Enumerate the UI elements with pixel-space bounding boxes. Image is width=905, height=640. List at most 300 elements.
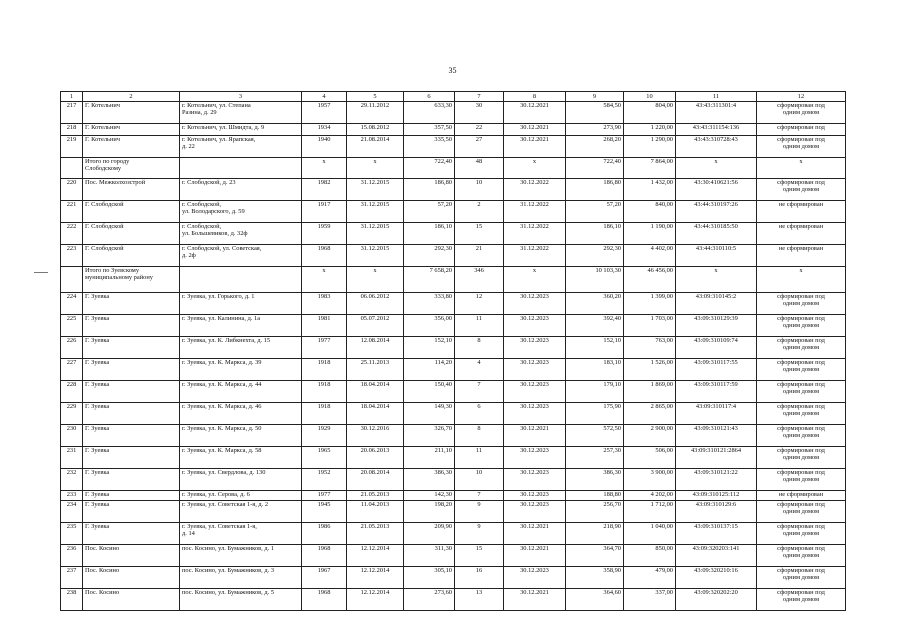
cell-build-year: 1983 xyxy=(302,293,347,315)
cell-resettlement-date: 30.12.2023 xyxy=(504,501,566,523)
cell-resettlement-date: 30.12.2023 xyxy=(504,315,566,337)
cell-settlement: Г. Слободской xyxy=(83,245,180,267)
table-row xyxy=(61,501,846,523)
cell-area: 149,30 xyxy=(404,403,455,425)
cell-resettled-area: 183,10 xyxy=(566,359,624,381)
cell-address: г. Зуевка, ул. К. Либкнехта, д. 15 xyxy=(180,337,302,359)
cell-cadastral-number: 43:09:310117:4 xyxy=(676,403,757,425)
cell-address: г. Зуевка, ул. К. Маркса, д. 39 xyxy=(180,359,302,381)
cell-area: 292,30 xyxy=(404,245,455,267)
cell-survey-date: 30.12.2016 xyxy=(347,425,404,447)
cell-land-status: сформирован под одним домом xyxy=(757,315,846,337)
cell-resettled-area: 364,70 xyxy=(566,545,624,567)
cell-resettlement-date: 31.12.2022 xyxy=(504,223,566,245)
cell-settlement: Г. Зуевка xyxy=(83,337,180,359)
cell-land-area: 479,00 xyxy=(624,567,676,589)
table-row xyxy=(61,545,846,567)
table-row xyxy=(61,403,846,425)
cell-row-number: 224 xyxy=(61,293,83,315)
cell-residents: 15 xyxy=(455,223,504,245)
cell-row-number: 225 xyxy=(61,315,83,337)
cell-build-year: 1968 xyxy=(302,589,347,611)
cell-survey-date: х xyxy=(347,158,404,179)
cell-cadastral-number: 43:44:310197:26 xyxy=(676,201,757,223)
cell-land-status: сформирован под одним домом xyxy=(757,403,846,425)
cell-resettled-area: 256,70 xyxy=(566,501,624,523)
cell-residents: 7 xyxy=(455,381,504,403)
cell-settlement: Г. Зуевка xyxy=(83,501,180,523)
cell-resettlement-date: 30.12.2023 xyxy=(504,337,566,359)
cell-residents: 30 xyxy=(455,102,504,124)
cell-address: г. Котельнич, ул. Ярапская, д. 22 xyxy=(180,136,302,158)
cell-row-number: 232 xyxy=(61,469,83,491)
cell-land-status: не сформирован xyxy=(757,491,846,501)
cell-land-status: сформирован под одним домом xyxy=(757,293,846,315)
cell-survey-date: 06.06.2012 xyxy=(347,293,404,315)
cell-land-status: сформирован под одним домом xyxy=(757,501,846,523)
cell-cadastral-number: х xyxy=(676,267,757,293)
cell-land-area: 2 865,00 xyxy=(624,403,676,425)
cell-residents: 4 xyxy=(455,359,504,381)
cell-resettled-area: 364,60 xyxy=(566,589,624,611)
cell-build-year: 1952 xyxy=(302,469,347,491)
cell-survey-date: 31.12.2015 xyxy=(347,201,404,223)
cell-build-year: х xyxy=(302,158,347,179)
cell-land-status: не сформирован xyxy=(757,201,846,223)
cell-land-status: сформирован под одним домом xyxy=(757,567,846,589)
cell-build-year: 1967 xyxy=(302,567,347,589)
cell-row-number: 218 xyxy=(61,124,83,136)
cell-area: 57,20 xyxy=(404,201,455,223)
cell-build-year: 1917 xyxy=(302,201,347,223)
cell-land-area: 1 190,00 xyxy=(624,223,676,245)
cell-survey-date: 31.12.2015 xyxy=(347,179,404,201)
cell-land-area: 763,00 xyxy=(624,337,676,359)
cell-residents: 22 xyxy=(455,124,504,136)
cell-survey-date: х xyxy=(347,267,404,293)
cell-settlement: Г. Зуевка xyxy=(83,469,180,491)
table-row xyxy=(61,567,846,589)
cell-resettlement-date: 30.12.2023 xyxy=(504,447,566,469)
column-header: 1 xyxy=(61,92,83,102)
cell-settlement: Г. Слободской xyxy=(83,223,180,245)
cell-cadastral-number: 43:44:310185:50 xyxy=(676,223,757,245)
cell-residents: 9 xyxy=(455,501,504,523)
cell-cadastral-number: х xyxy=(676,158,757,179)
cell-row-number: 238 xyxy=(61,589,83,611)
cell-residents: 10 xyxy=(455,179,504,201)
cell-row-number: 237 xyxy=(61,567,83,589)
cell-land-status: сформирован под одним домом xyxy=(757,337,846,359)
cell-row-number: 217 xyxy=(61,102,83,124)
cell-build-year: 1918 xyxy=(302,359,347,381)
cell-land-area: 7 864,00 xyxy=(624,158,676,179)
cell-build-year: 1968 xyxy=(302,245,347,267)
cell-area: 273,60 xyxy=(404,589,455,611)
cell-survey-date: 31.12.2015 xyxy=(347,223,404,245)
cell-survey-date: 20.06.2013 xyxy=(347,447,404,469)
cell-resettled-area: 57,20 xyxy=(566,201,624,223)
cell-survey-date: 15.08.2012 xyxy=(347,124,404,136)
cell-area: 152,10 xyxy=(404,337,455,359)
cell-resettled-area: 584,50 xyxy=(566,102,624,124)
cell-residents: 9 xyxy=(455,523,504,545)
cell-resettled-area: 268,20 xyxy=(566,136,624,158)
cell-settlement: Г. Котельнич xyxy=(83,136,180,158)
cell-resettled-area: 152,10 xyxy=(566,337,624,359)
cell-resettled-area: 722,40 xyxy=(566,158,624,179)
cell-land-area: 1 220,00 xyxy=(624,124,676,136)
cell-resettlement-date: 30.12.2021 xyxy=(504,124,566,136)
table-row xyxy=(61,201,846,223)
cell-resettled-area: 292,30 xyxy=(566,245,624,267)
cell-land-status: не сформирован xyxy=(757,245,846,267)
cell-resettlement-date: 30.12.2022 xyxy=(504,179,566,201)
margin-mark xyxy=(34,272,48,273)
cell-build-year: 1982 xyxy=(302,179,347,201)
cell-row-number: 235 xyxy=(61,523,83,545)
cell-resettlement-date: 30.12.2021 xyxy=(504,523,566,545)
cell-residents: 8 xyxy=(455,425,504,447)
cell-land-status: сформирован под одним домом xyxy=(757,381,846,403)
cell-land-area: 2 900,00 xyxy=(624,425,676,447)
cell-address: г. Зуевка, ул. К. Маркса, д. 44 xyxy=(180,381,302,403)
cell-land-area: 4 202,00 xyxy=(624,491,676,501)
cell-build-year: 1940 xyxy=(302,136,347,158)
cell-address: г. Котельнич, ул. Шмидта, д. 9 xyxy=(180,124,302,136)
cell-settlement: Итого по Зуевскому муниципальному району xyxy=(83,267,180,293)
table-row xyxy=(61,293,846,315)
table-row xyxy=(61,158,846,179)
cell-area: 386,30 xyxy=(404,469,455,491)
cell-build-year: 1981 xyxy=(302,315,347,337)
cell-settlement: Г. Зуевка xyxy=(83,381,180,403)
cell-resettled-area: 186,10 xyxy=(566,223,624,245)
cell-cadastral-number: 43:09:310129:6 xyxy=(676,501,757,523)
cell-residents: 13 xyxy=(455,589,504,611)
cell-address: г. Зуевка, ул. Советская 1-я, д. 2 xyxy=(180,501,302,523)
cell-resettled-area: 392,40 xyxy=(566,315,624,337)
cell-area: 633,30 xyxy=(404,102,455,124)
cell-area: 305,10 xyxy=(404,567,455,589)
column-header: 11 xyxy=(676,92,757,102)
cell-residents: 7 xyxy=(455,491,504,501)
cell-survey-date: 20.08.2014 xyxy=(347,469,404,491)
table-row xyxy=(61,124,846,136)
cell-resettled-area: 175,90 xyxy=(566,403,624,425)
cell-land-area: 46 456,00 xyxy=(624,267,676,293)
cell-cadastral-number: 43:09:320203:141 xyxy=(676,545,757,567)
cell-area: 114,20 xyxy=(404,359,455,381)
cell-area: 209,90 xyxy=(404,523,455,545)
cell-land-area: 1 432,00 xyxy=(624,179,676,201)
cell-residents: 12 xyxy=(455,293,504,315)
cell-land-area: 1 703,00 xyxy=(624,315,676,337)
cell-land-area: 1 399,00 xyxy=(624,293,676,315)
cell-resettled-area: 186,80 xyxy=(566,179,624,201)
cell-area: 186,80 xyxy=(404,179,455,201)
cell-resettlement-date: 30.12.2021 xyxy=(504,136,566,158)
cell-settlement: Г. Зуевка xyxy=(83,403,180,425)
cell-land-status: сформирован под одним домом xyxy=(757,589,846,611)
cell-settlement: Г. Зуевка xyxy=(83,293,180,315)
cell-residents: 11 xyxy=(455,447,504,469)
cell-residents: 48 xyxy=(455,158,504,179)
cell-cadastral-number: 43:09:310121:2864 xyxy=(676,447,757,469)
column-header: 2 xyxy=(83,92,180,102)
table-row xyxy=(61,179,846,201)
cell-resettlement-date: 30.12.2023 xyxy=(504,381,566,403)
cell-survey-date: 21.05.2013 xyxy=(347,491,404,501)
column-header: 9 xyxy=(566,92,624,102)
cell-area: 722,40 xyxy=(404,158,455,179)
cell-resettlement-date: 31.12.2022 xyxy=(504,245,566,267)
table-row xyxy=(61,523,846,545)
cell-resettlement-date: 31.12.2022 xyxy=(504,201,566,223)
cell-address: г. Зуевка, ул. Горького, д. 1 xyxy=(180,293,302,315)
cell-survey-date: 11.04.2013 xyxy=(347,501,404,523)
cell-cadastral-number: 43:43:311301:4 xyxy=(676,102,757,124)
cell-survey-date: 12.08.2014 xyxy=(347,337,404,359)
cell-survey-date: 25.11.2013 xyxy=(347,359,404,381)
cell-resettled-area: 257,30 xyxy=(566,447,624,469)
cell-area: 186,10 xyxy=(404,223,455,245)
cell-settlement: Г. Котельнич xyxy=(83,124,180,136)
column-header: 10 xyxy=(624,92,676,102)
cell-settlement: Г. Зуевка xyxy=(83,447,180,469)
table-row xyxy=(61,136,846,158)
table-row xyxy=(61,223,846,245)
cell-resettled-area: 218,90 xyxy=(566,523,624,545)
cell-address: г. Слободской, ул. Володарского, д. 59 xyxy=(180,201,302,223)
cell-survey-date: 12.12.2014 xyxy=(347,545,404,567)
cell-settlement: Г. Зуевка xyxy=(83,315,180,337)
cell-residents: 11 xyxy=(455,315,504,337)
cell-area: 311,30 xyxy=(404,545,455,567)
cell-land-status: не сформирован xyxy=(757,223,846,245)
cell-resettled-area: 360,20 xyxy=(566,293,624,315)
cell-land-status: сформирован под одним домом xyxy=(757,447,846,469)
cell-address: пос. Косино, ул. Бумажников, д. 3 xyxy=(180,567,302,589)
cell-land-status: сформирован под одним домом xyxy=(757,359,846,381)
cell-address: г. Котельнич, ул. Степана Разина, д. 29 xyxy=(180,102,302,124)
cell-residents: 8 xyxy=(455,337,504,359)
cell-row-number: 234 xyxy=(61,501,83,523)
cell-land-status: х xyxy=(757,267,846,293)
cell-cadastral-number: 43:43:310728:43 xyxy=(676,136,757,158)
cell-area: 335,50 xyxy=(404,136,455,158)
cell-settlement: Г. Слободской xyxy=(83,201,180,223)
cell-cadastral-number: 43:09:310125:112 xyxy=(676,491,757,501)
column-header: 3 xyxy=(180,92,302,102)
cell-resettlement-date: 30.12.2023 xyxy=(504,403,566,425)
cell-row-number: 222 xyxy=(61,223,83,245)
cell-area: 357,50 xyxy=(404,124,455,136)
cell-residents: 2 xyxy=(455,201,504,223)
cell-resettled-area: 386,30 xyxy=(566,469,624,491)
cell-resettlement-date: 30.12.2023 xyxy=(504,567,566,589)
cell-land-status: сформирован под одним домом xyxy=(757,102,846,124)
cell-address: г. Зуевка, ул. Советская 1-я, д. 14 xyxy=(180,523,302,545)
cell-cadastral-number: 43:09:310121:43 xyxy=(676,425,757,447)
cell-build-year: 1965 xyxy=(302,447,347,469)
cell-area: 211,10 xyxy=(404,447,455,469)
cell-cadastral-number: 43:09:310117:59 xyxy=(676,381,757,403)
cell-area: 7 658,20 xyxy=(404,267,455,293)
cell-row-number: 221 xyxy=(61,201,83,223)
cell-row-number: 236 xyxy=(61,545,83,567)
cell-resettled-area: 273,90 xyxy=(566,124,624,136)
cell-land-status: х xyxy=(757,158,846,179)
cell-land-area: 4 402,00 xyxy=(624,245,676,267)
cell-cadastral-number: 43:09:310117:55 xyxy=(676,359,757,381)
cell-land-status: сформирован под одним домом xyxy=(757,136,846,158)
cell-cadastral-number: 43:09:310129:39 xyxy=(676,315,757,337)
cell-settlement: Г. Зуевка xyxy=(83,523,180,545)
cell-resettlement-date: 30.12.2021 xyxy=(504,425,566,447)
cell-settlement: Г. Котельнич xyxy=(83,102,180,124)
cell-address: г. Зуевка, ул. К. Маркса, д. 46 xyxy=(180,403,302,425)
table-row xyxy=(61,589,846,611)
cell-survey-date: 12.12.2014 xyxy=(347,567,404,589)
cell-land-status: сформирован под xyxy=(757,124,846,136)
cell-row-number: 228 xyxy=(61,381,83,403)
column-header: 5 xyxy=(347,92,404,102)
cell-build-year: 1918 xyxy=(302,403,347,425)
header-row xyxy=(61,92,846,102)
cell-survey-date: 21.05.2013 xyxy=(347,523,404,545)
cell-survey-date: 29.11.2012 xyxy=(347,102,404,124)
cell-address: г. Зуевка, ул. К. Маркса, д. 50 xyxy=(180,425,302,447)
cell-cadastral-number: 43:09:310109:74 xyxy=(676,337,757,359)
cell-build-year: 1957 xyxy=(302,102,347,124)
cell-address: пос. Косино, ул. Бумажников, д. 1 xyxy=(180,545,302,567)
cell-resettlement-date: 30.12.2021 xyxy=(504,589,566,611)
table-row xyxy=(61,245,846,267)
cell-address: г. Слободской, ул. Советская, д. 2ф xyxy=(180,245,302,267)
cell-area: 326,70 xyxy=(404,425,455,447)
table-row xyxy=(61,315,846,337)
cell-row-number: 229 xyxy=(61,403,83,425)
cell-build-year: 1986 xyxy=(302,523,347,545)
cell-cadastral-number: 43:09:310137:15 xyxy=(676,523,757,545)
cell-cadastral-number: 43:09:320202:20 xyxy=(676,589,757,611)
cell-resettlement-date: х xyxy=(504,158,566,179)
cell-resettled-area: 188,80 xyxy=(566,491,624,501)
cell-build-year: 1934 xyxy=(302,124,347,136)
cell-resettlement-date: х xyxy=(504,267,566,293)
cell-land-status: сформирован под одним домом xyxy=(757,425,846,447)
column-header: 8 xyxy=(504,92,566,102)
cell-cadastral-number: 43:43:311154:136 xyxy=(676,124,757,136)
table-row xyxy=(61,425,846,447)
cell-row-number: 226 xyxy=(61,337,83,359)
cell-survey-date: 31.12.2015 xyxy=(347,245,404,267)
cell-build-year: 1945 xyxy=(302,501,347,523)
cell-survey-date: 21.08.2014 xyxy=(347,136,404,158)
cell-row-number: 233 xyxy=(61,491,83,501)
cell-row-number: 227 xyxy=(61,359,83,381)
cell-address: г. Зуевка, ул. Серова, д. 6 xyxy=(180,491,302,501)
cell-resettlement-date: 30.12.2023 xyxy=(504,293,566,315)
cell-build-year: 1968 xyxy=(302,545,347,567)
cell-settlement: Пос. Косино xyxy=(83,589,180,611)
cell-area: 333,80 xyxy=(404,293,455,315)
cell-row-number: 220 xyxy=(61,179,83,201)
cell-land-area: 337,00 xyxy=(624,589,676,611)
table-row xyxy=(61,102,846,124)
cell-survey-date: 12.12.2014 xyxy=(347,589,404,611)
cell-resettlement-date: 30.12.2023 xyxy=(504,491,566,501)
housing-register-table xyxy=(60,91,846,611)
cell-cadastral-number: 43:44:310110:5 xyxy=(676,245,757,267)
cell-build-year: 1918 xyxy=(302,381,347,403)
cell-cadastral-number: 43:09:320210:16 xyxy=(676,567,757,589)
table-row xyxy=(61,359,846,381)
cell-land-status: сформирован под одним домом xyxy=(757,545,846,567)
cell-land-status: сформирован под одним домом xyxy=(757,523,846,545)
table-row xyxy=(61,381,846,403)
cell-settlement: Пос. Косино xyxy=(83,545,180,567)
cell-address: пос. Косино, ул. Бумажников, д. 5 xyxy=(180,589,302,611)
cell-area: 356,00 xyxy=(404,315,455,337)
cell-resettled-area: 358,90 xyxy=(566,567,624,589)
table-row xyxy=(61,267,846,293)
cell-residents: 346 xyxy=(455,267,504,293)
cell-cadastral-number: 43:09:310121:22 xyxy=(676,469,757,491)
cell-resettled-area: 179,10 xyxy=(566,381,624,403)
table-row xyxy=(61,491,846,501)
cell-resettlement-date: 30.12.2021 xyxy=(504,545,566,567)
cell-land-area: 506,00 xyxy=(624,447,676,469)
cell-settlement: Г. Зуевка xyxy=(83,359,180,381)
cell-address: г. Зуевка, ул. К. Маркса, д. 58 xyxy=(180,447,302,469)
cell-address: г. Зуевка, ул. Свердлова, д. 130 xyxy=(180,469,302,491)
cell-build-year: 1977 xyxy=(302,337,347,359)
page-number: 35 xyxy=(448,66,457,75)
cell-land-area: 1 526,00 xyxy=(624,359,676,381)
cell-residents: 21 xyxy=(455,245,504,267)
cell-address: г. Слободской, ул. Большевиков, д. 32ф xyxy=(180,223,302,245)
cell-settlement: Г. Зуевка xyxy=(83,491,180,501)
cell-cadastral-number: 43:09:310145:2 xyxy=(676,293,757,315)
cell-settlement: Итого по городу Слободскому xyxy=(83,158,180,179)
cell-area: 142,30 xyxy=(404,491,455,501)
cell-survey-date: 05.07.2012 xyxy=(347,315,404,337)
cell-row-number: 219 xyxy=(61,136,83,158)
cell-land-status: сформирован под одним домом xyxy=(757,179,846,201)
cell-address: г. Зуевка, ул. Калинина, д. 1а xyxy=(180,315,302,337)
cell-settlement: Пос. Косино xyxy=(83,567,180,589)
cell-row-number xyxy=(61,158,83,179)
cell-build-year: х xyxy=(302,267,347,293)
table-row xyxy=(61,447,846,469)
table-row xyxy=(61,469,846,491)
cell-land-area: 850,00 xyxy=(624,545,676,567)
column-header: 12 xyxy=(757,92,846,102)
cell-land-area: 840,00 xyxy=(624,201,676,223)
cell-land-status: сформирован под одним домом xyxy=(757,469,846,491)
cell-resettled-area: 572,50 xyxy=(566,425,624,447)
cell-land-area: 1 712,00 xyxy=(624,501,676,523)
cell-area: 150,40 xyxy=(404,381,455,403)
cell-row-number: 223 xyxy=(61,245,83,267)
cell-resettlement-date: 30.12.2021 xyxy=(504,102,566,124)
cell-residents: 15 xyxy=(455,545,504,567)
cell-address xyxy=(180,158,302,179)
cell-cadastral-number: 43:30:410621:56 xyxy=(676,179,757,201)
cell-settlement: Г. Зуевка xyxy=(83,425,180,447)
